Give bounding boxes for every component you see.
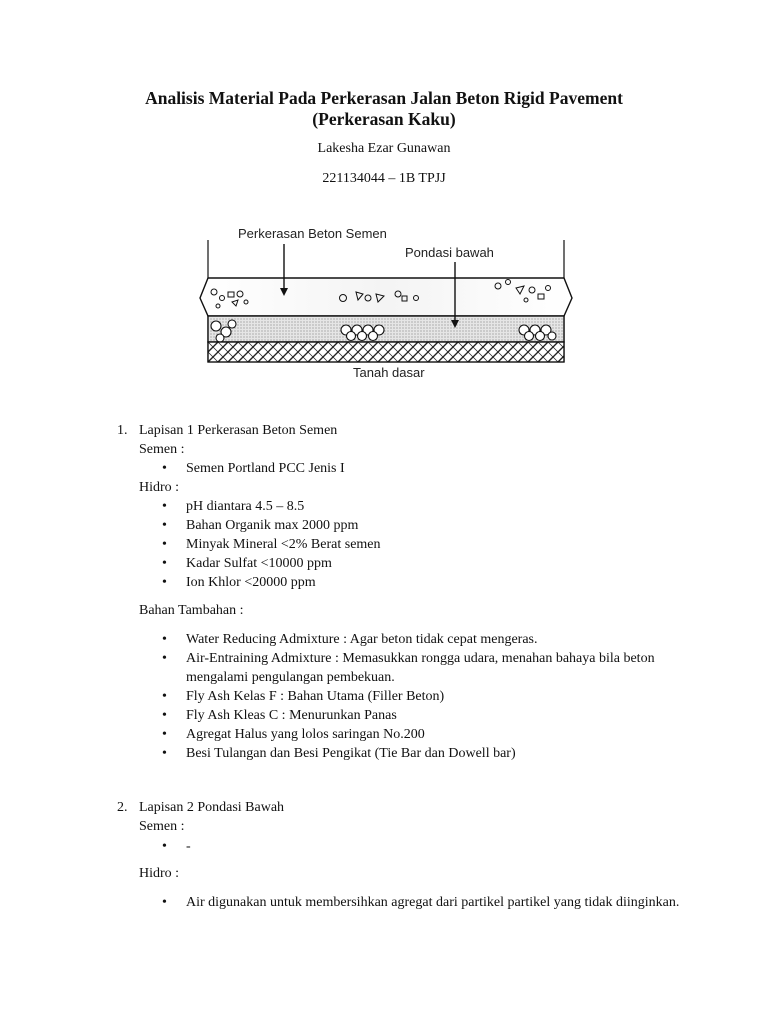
student-id: 221134044 – 1B TPJJ (322, 171, 446, 186)
section2-heading: Lapisan 2 Pondasi Bawah (139, 800, 285, 815)
list-item: • Minyak Mineral <2% Berat semen (162, 535, 682, 554)
section1-semen-label: Semen : (139, 442, 185, 457)
list-item: • - (162, 837, 682, 856)
figure-label-pondasi: Pondasi bawah (405, 245, 494, 260)
list-item: • Semen Portland PCC Jenis I (162, 459, 682, 478)
section1-tambahan-label: Bahan Tambahan : (139, 603, 244, 618)
section1-tambahan-list (162, 630, 682, 763)
list-item: • Agregat Halus yang lolos saringan No.200 (162, 725, 682, 744)
section1-hidro-label: Hidro : (139, 480, 180, 495)
list-item: • Air-Entraining Admixture : Memasukkan rongga udara, menahan bahaya bila beton mengalami pengulangan pembekuan. (162, 649, 682, 687)
document-title-line2: (Perkerasan Kaku) (312, 109, 456, 129)
section1-number: 1. (117, 423, 128, 438)
section2-hidro-list (162, 893, 682, 912)
list-item: • Air digunakan untuk membersihkan agregat dari partikel partikel yang tidak diinginkan. (162, 893, 682, 912)
list-item: • Water Reducing Admixture : Agar beton tidak cepat mengeras. (162, 630, 682, 649)
list-item: • Bahan Organik max 2000 ppm (162, 516, 682, 535)
concrete-slab (200, 278, 572, 316)
author-name: Lakesha Ezar Gunawan (317, 141, 451, 156)
list-item: • Fly Ash Kelas F : Bahan Utama (Filler Beton) (162, 687, 682, 706)
document-title-line1: Analisis Material Pada Perkerasan Jalan Beton Rigid Pavement (145, 88, 623, 108)
list-item: • Fly Ash Kleas C : Menurunkan Panas (162, 706, 682, 725)
list-item: • Ion Khlor <20000 ppm (162, 573, 682, 592)
section1-semen-list (162, 459, 682, 478)
section2-semen-list (162, 837, 682, 856)
list-item: • Besi Tulangan dan Besi Pengikat (Tie Bar dan Dowell bar) (162, 744, 682, 763)
figure-label-tanah: Tanah dasar (353, 365, 425, 380)
section2-number: 2. (117, 800, 128, 815)
pavement-cross-section-figure (198, 222, 578, 382)
subbase-layer (208, 316, 564, 342)
section1-heading: Lapisan 1 Perkerasan Beton Semen (139, 423, 338, 438)
list-item: • Kadar Sulfat <10000 ppm (162, 554, 682, 573)
list-item: • pH diantara 4.5 – 8.5 (162, 497, 682, 516)
section1-hidro-list (162, 497, 682, 592)
section2-hidro-label: Hidro : (139, 866, 180, 881)
subgrade-layer (208, 342, 564, 362)
section2-semen-label: Semen : (139, 819, 185, 834)
figure-label-perkerasan: Perkerasan Beton Semen (238, 226, 387, 241)
